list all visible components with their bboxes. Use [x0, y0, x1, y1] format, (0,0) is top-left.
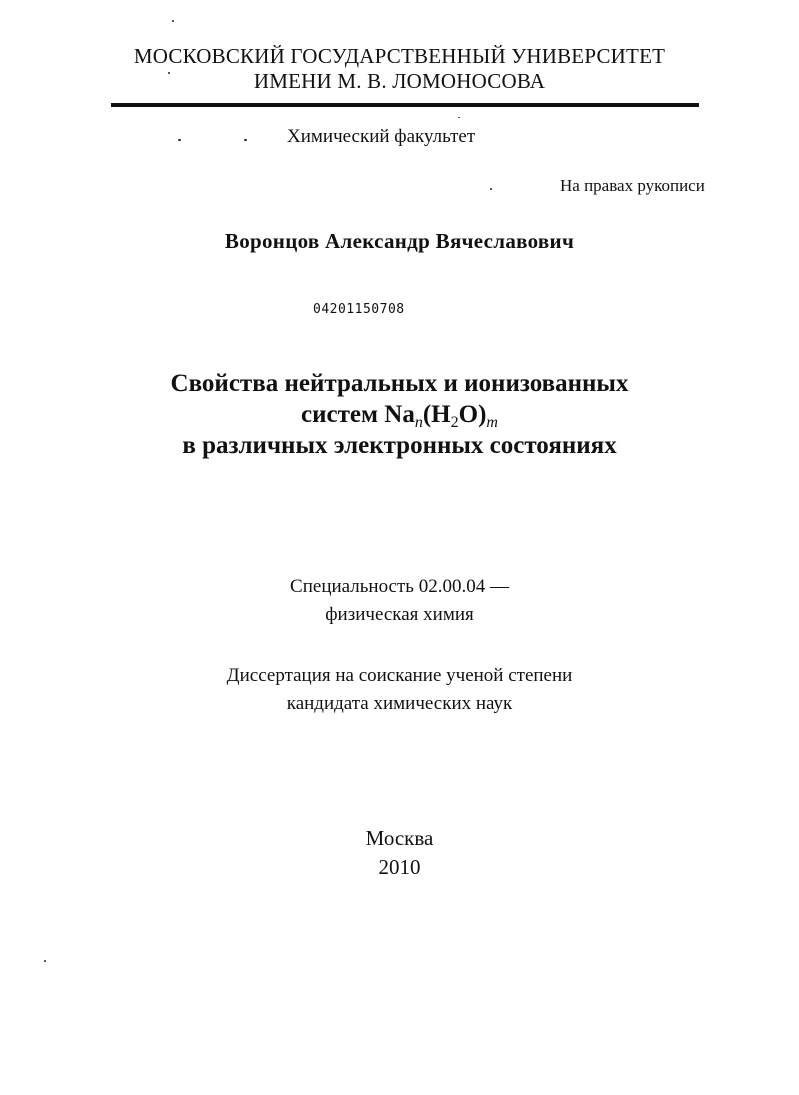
formula-water-subscript: m — [486, 414, 498, 431]
formula-h-subscript: 2 — [450, 414, 459, 431]
scan-speck — [44, 960, 46, 962]
scan-speck — [244, 139, 247, 141]
title-line3: в различных электронных состояниях — [182, 432, 617, 459]
specialty-line1: Специальность 02.00.04 — — [290, 576, 509, 597]
title-line2 — [0, 399, 799, 430]
catalog-code: 04201150708 — [313, 302, 405, 317]
author-name: Воронцов Александр Вячеславович — [224, 229, 575, 253]
university-header — [0, 44, 799, 94]
university-name-line2: ИМЕНИ М. В. ЛОМОНОСОВА — [253, 69, 546, 93]
place-and-year — [0, 824, 799, 882]
degree-statement — [0, 662, 799, 718]
scan-speck — [178, 139, 181, 141]
university-name-line1: МОСКОВСКИЙ ГОСУДАРСТВЕННЫЙ УНИВЕРСИТЕТ — [133, 44, 666, 68]
title-line1: Свойства нейтральных и ионизованных — [170, 370, 629, 397]
faculty-name: Химический факультет — [287, 126, 476, 147]
title-line2-prefix: систем — [301, 401, 379, 428]
degree-line1: Диссертация на соискание ученой степени — [226, 665, 573, 686]
specialty-line2: физическая химия — [325, 604, 474, 625]
scan-speck — [458, 117, 460, 118]
chemical-formula — [384, 401, 498, 431]
formula-close: O) — [458, 401, 487, 428]
formula-na-subscript: n — [414, 414, 423, 431]
rights-note: На правах рукописи — [560, 176, 705, 195]
scan-speck — [490, 188, 492, 190]
dissertation-title — [0, 368, 799, 461]
header-divider — [111, 103, 699, 107]
place: Москва — [365, 826, 434, 850]
formula-open: (H — [422, 401, 451, 428]
specialty — [0, 573, 799, 629]
scan-speck — [168, 72, 170, 74]
degree-line2: кандидата химических наук — [286, 693, 513, 714]
year: 2010 — [378, 855, 421, 879]
scan-speck — [172, 20, 174, 22]
formula-na: Na — [384, 401, 415, 428]
